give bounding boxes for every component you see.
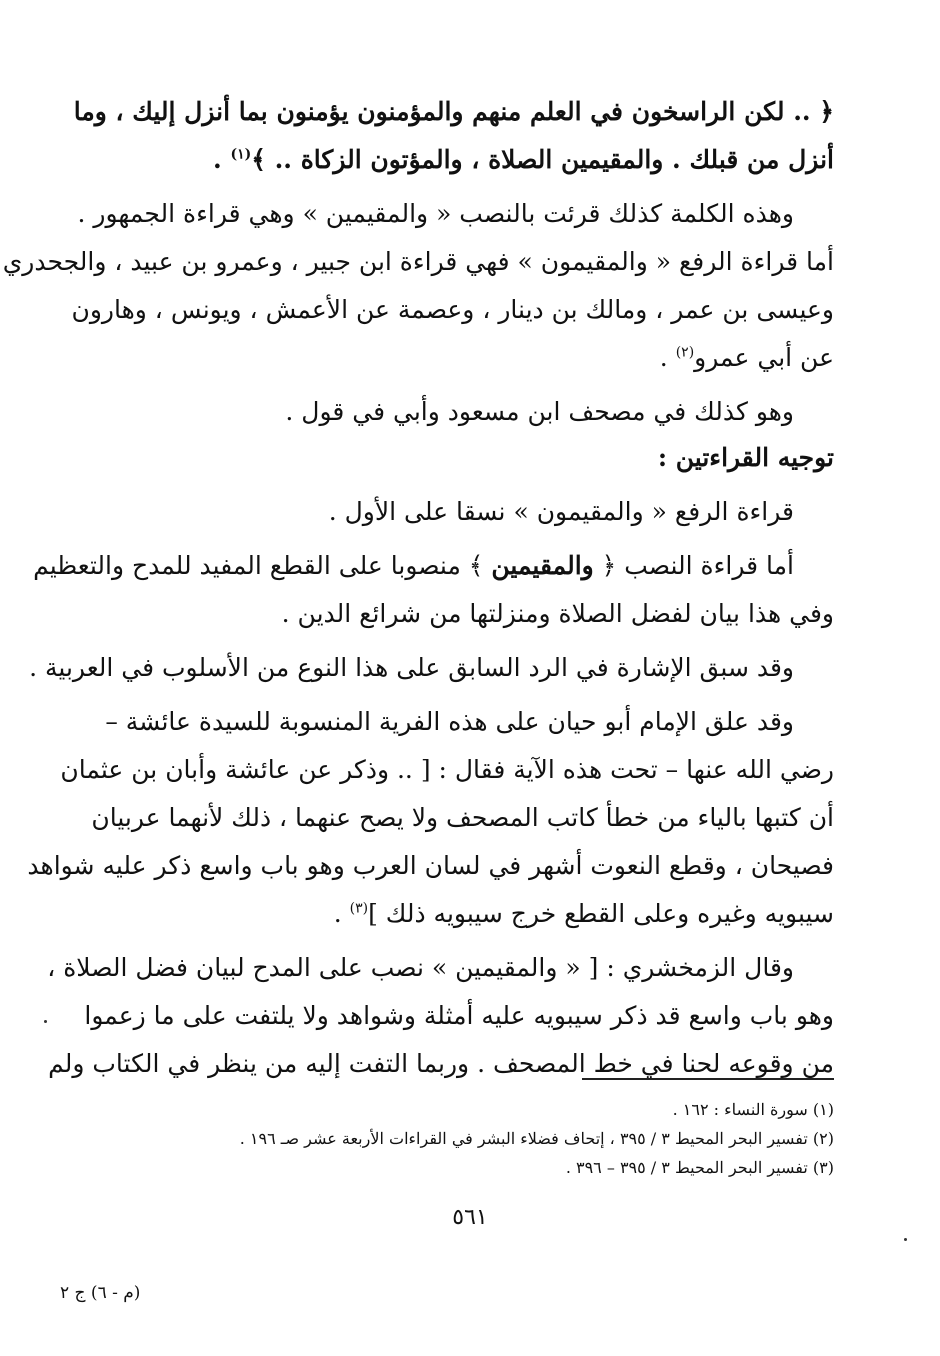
footnote-1: (١) سورة النساء : ١٦٢ . [672,1100,834,1119]
paragraph-5-line-1-b: ﴾ منصوبا على القطع المفيد للمدح والتعظيم [33,551,492,580]
paragraph-5-line-1-a: أما قراءة النصب ﴿ [593,551,794,580]
scan-speck [904,1238,907,1241]
paragraph-2 [2,238,834,382]
paragraph-7 [27,698,834,938]
quote-end: . [213,145,231,174]
footnote-3: (٣) تفسير البحر المحيط ٣ / ٣٩٥ – ٣٩٦ . [565,1158,834,1177]
paragraph-5-line-2: وفي هذا بيان لفضل الصلاة ومنزلتها من شرائع الدين . [281,599,834,628]
paragraph-5-line-1-bold: والمقيمين [491,551,594,580]
paragraph-8-line-2: وهو باب واسع قد ذكر سيبويه عليه أمثلة وشواهد ولا يلتفت على ما زعموا [84,1001,834,1030]
paragraph-4 [128,488,834,536]
paragraph-8-line-1: وقال الزمخشري : [ « والمقيمين » نصب على المدح لبيان فضل الصلاة ، [47,953,794,982]
paragraph-1-line-1: وهذه الكلمة كذلك قرئت بالنصب « والمقيمين » وهي قراءة الجمهور . [77,199,794,228]
scan-speck [44,1020,47,1023]
paragraph-2-line-3-text: عن أبي عمرو [694,343,834,372]
paragraph-7-end: . [333,899,350,928]
paragraph-4-line-1: قراءة الرفع « والمقيمون » نسقا على الأول . [328,497,794,526]
paragraph-3-line-1: وهو كذلك في مصحف ابن مسعود وأبي في قول . [285,397,794,426]
quote-line-1: ﴿ .. لكن الراسخون في العلم منهم والمؤمنون يؤمنون بما أنزل إليك ، وما [73,97,834,126]
quote-line-2-text: أنزل من قبلك . والمقيمين الصلاة ، والمؤتون الزكاة .. ﴾ [251,145,834,174]
section-heading-text: توجيه القراءتين : [657,443,834,472]
body-text [2,190,834,1094]
paragraph-7-line-4: فصيحان ، وقطع النعوت أشهر في لسان العرب وهو باب واسع ذكر عليه شواهد [27,851,834,880]
paragraph-8-line-3: من وقوعه لحنا في خط المصحف . وربما التفت إليه من ينظر في الكتاب ولم [48,1049,834,1078]
footnote-ref-2: (٢) [675,344,695,361]
paragraph-2-line-3 [128,334,834,382]
section-heading [128,434,834,482]
page-number: ٥٦١ [452,1205,488,1230]
paragraph-5 [33,542,834,638]
footnote-2: (٢) تفسير البحر المحيط ٣ / ٣٩٥ ، إتحاف فضلاء البشر في القراءات الأربعة عشر صـ ١٩٦ . [239,1129,834,1148]
paragraph-6-line-1: وقد سبق الإشارة في الرد السابق على هذا النوع من الأسلوب في العربية . [29,653,794,682]
paragraph-8 [47,944,834,1088]
paragraph-2-line-2: وعيسى بن عمر ، ومالك بن دينار ، وعصمة عن الأعمش ، ويونس ، وهارون [71,295,834,324]
paragraph-6 [29,644,834,692]
paragraph-7-line-3: أن كتبها بالياء من خطأ كاتب المصحف ولا يصح عنهما ، ذلك لأنهما عربيان [91,803,834,832]
paragraph-7-line-5-text: سيبويه وغيره وعلى القطع خرج سيبويه ذلك ] [368,899,834,928]
paragraph-5-line-1 [33,542,834,590]
paragraph-3 [128,388,834,436]
footnote-ref-1: (١) [230,146,252,163]
footnote-divider [582,1078,834,1080]
footnote-ref-3: (٣) [349,900,369,917]
footnotes [128,1095,834,1182]
printer-signature: (م - ٦) ج ٢ [60,1283,141,1303]
paragraph-2-end: . [659,343,676,372]
quranic-quote [73,88,834,184]
paragraph-7-line-5 [128,890,834,938]
paragraph-1 [77,190,834,238]
paragraph-7-line-1: وقد علق الإمام أبو حيان على هذه الفرية المنسوبة للسيدة عائشة – [105,707,794,736]
paragraph-7-line-2: رضي الله عنها – تحت هذه الآية فقال : [ .. وذكر عن عائشة وأبان بن عثمان [60,755,834,784]
quote-line-2 [128,136,834,184]
paragraph-2-line-1: أما قراءة الرفع « والمقيمون » فهي قراءة ابن جبير ، وعمرو بن عبيد ، والجحدري [2,247,834,276]
